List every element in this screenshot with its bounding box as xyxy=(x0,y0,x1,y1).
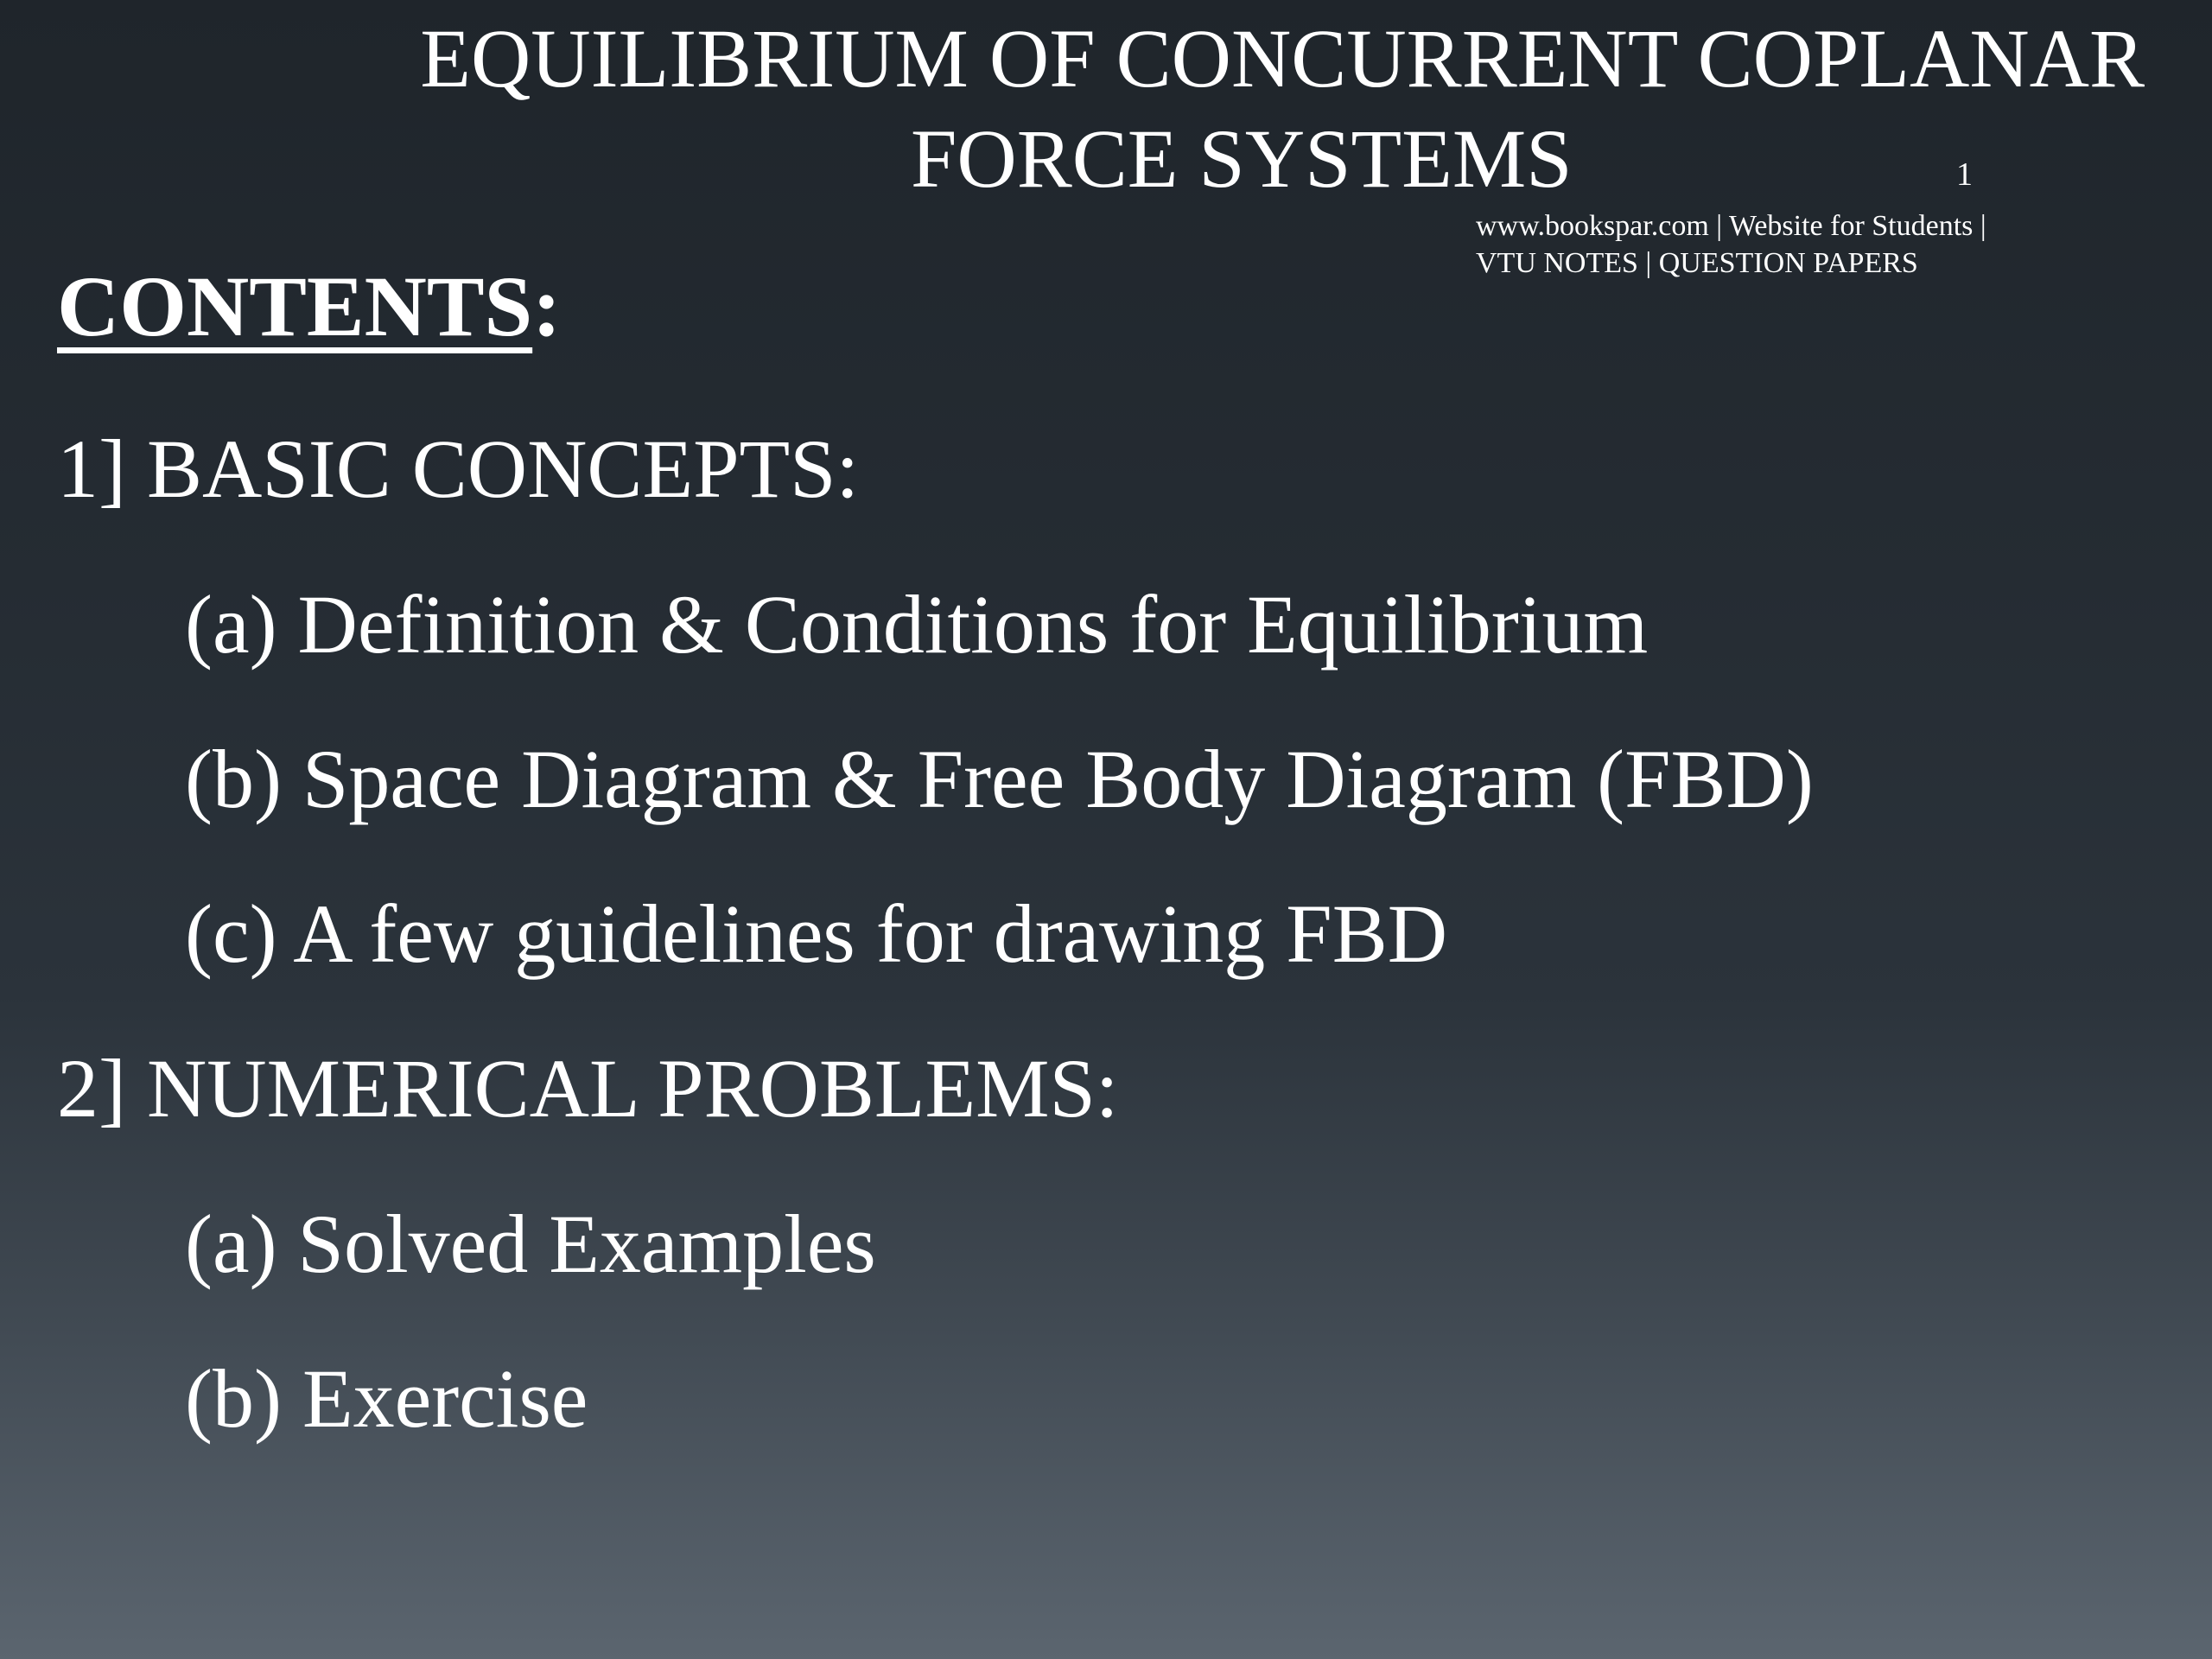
slide-title-line-1: EQUILIBRIUM OF CONCURRENT COPLANAR xyxy=(420,12,2145,105)
section-heading-numerical-problems: 2] NUMERICAL PROBLEMS: xyxy=(57,1042,1119,1135)
section-heading-basic-concepts: 1] BASIC CONCEPTS: xyxy=(57,423,860,515)
list-item: (a) Definition & Conditions for Equilibrium xyxy=(185,578,1649,671)
list-item: (a) Solved Examples xyxy=(185,1198,876,1290)
list-item: (b) Exercise xyxy=(185,1352,588,1445)
watermark-text: www.bookspar.com | Website for Students | VTU NOTES | QUESTION PAPERS xyxy=(1476,210,1986,279)
slide-title-line-2: FORCE SYSTEMS xyxy=(911,112,1573,205)
contents-label: CONTENTS xyxy=(57,258,533,354)
list-item: (c) A few guidelines for drawing FBD xyxy=(185,887,1448,980)
contents-colon: : xyxy=(532,258,562,354)
contents-heading xyxy=(57,258,562,354)
slide-number: 1 xyxy=(1956,156,1973,193)
list-item: (b) Space Diagram & Free Body Diagram (FBD) xyxy=(185,733,1814,825)
